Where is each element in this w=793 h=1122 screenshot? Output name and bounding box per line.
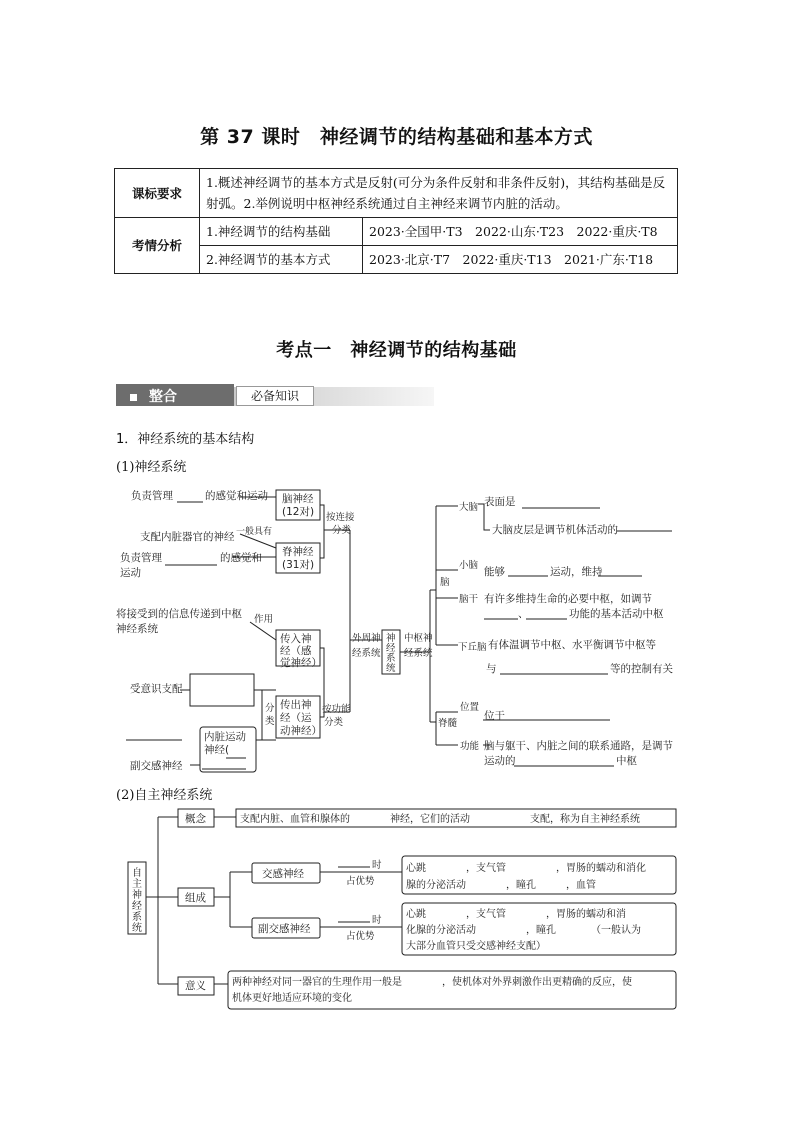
- d1-ji-shen: 脊神经: [282, 546, 314, 558]
- d1-l4b: 神经系统: [116, 623, 158, 635]
- heading-basic-structure: 1．神经系统的基本结构: [116, 432, 255, 447]
- req-text: 1.概述神经调节的基本方式是反射(可分为条件反射和非条件反射)，其结构基础是反射弧。2.举例说明中枢神经系统通过自主神经来调节内脏的活动。: [200, 169, 678, 218]
- d2-root-2: 主: [132, 879, 142, 890]
- d1-xiaonao-t2: 运动，维持: [550, 566, 603, 578]
- subheading-nervous-system: (1)神经系统: [116, 460, 187, 475]
- d2-yy-t1: 两种神经对同一器官的生理作用一般是 ，使机体对外界刺激作出更精确的反应，使: [232, 977, 632, 988]
- topic-2: 2.神经调节的基本方式: [200, 246, 363, 274]
- bar-tag: 必备知识: [236, 386, 314, 406]
- req-label: 课标要求: [115, 169, 200, 218]
- lesson-title: 第 37 课时 神经调节的结构基础和基本方式: [200, 126, 593, 148]
- bar-label: 整合: [149, 389, 177, 405]
- d1-out2: 经（运: [280, 712, 312, 724]
- d1-sj4: 统: [386, 663, 396, 674]
- d1-nao-shen: 脑神经: [282, 493, 314, 505]
- d1-naogan: 脑干: [459, 594, 479, 605]
- d1-jisui: 脊髓: [438, 718, 458, 729]
- d1-fen: 分: [265, 703, 275, 714]
- d1-func1: 按功能: [322, 704, 351, 715]
- d1-danao2: 大脑皮层是调节机体活动的: [492, 524, 618, 536]
- d1-l3b: 的感觉和: [220, 552, 262, 564]
- d2-root-3: 神: [132, 890, 142, 901]
- d1-xiaonao: 小脑: [459, 560, 479, 571]
- d2-root-4: 经: [132, 901, 142, 912]
- d1-out3: 动神经）: [280, 725, 322, 737]
- d2-root-1: 自: [132, 868, 142, 879]
- exams-1: 2023·全国甲·T3 2022·山东·T23 2022·重庆·T8: [363, 218, 678, 246]
- d2-root-5: 系: [132, 912, 142, 923]
- d1-xqn-t2: 与: [486, 663, 497, 675]
- d1-fujiao: 副交感神经: [130, 760, 183, 772]
- d1-nz1: 内脏运动: [204, 731, 246, 743]
- d1-l1a: 负责管理: [131, 490, 173, 502]
- d1-xqn: 下丘脑: [458, 642, 487, 653]
- d1-in2: 经（感: [280, 645, 312, 657]
- exams-2: 2023·北京·T7 2022·重庆·T13 2021·广东·T18: [363, 246, 678, 274]
- d2-jg-t1: 心跳 ，支气管 ，胃肠的蠕动和消化: [406, 863, 646, 874]
- d1-gn-t3: 中枢: [616, 755, 637, 767]
- d1-ji-shen2: (31对): [282, 559, 315, 571]
- d1-zs2: 经系统: [404, 648, 433, 659]
- d1-l4a: 将接受到的信息传递到中枢: [116, 608, 242, 620]
- d1-wz2: 经系统: [352, 648, 381, 659]
- section-title: 考点一 神经调节的结构基础: [276, 340, 517, 361]
- d2-gainian: 概念: [185, 813, 206, 825]
- d1-func2: 分类: [324, 717, 344, 728]
- d2-zhan1: 占优势: [346, 876, 375, 887]
- d1-wz1: 外周神: [352, 633, 381, 644]
- d1-l2a: 支配内脏器官的神经: [140, 531, 235, 543]
- d1-nao-shen2: (12对): [282, 506, 315, 518]
- d1-nao: 脑: [440, 577, 450, 588]
- d1-in1: 传入神: [280, 633, 312, 645]
- d2-fj-t2: 化腺的分泌活动 ，瞳孔 （一般认为: [406, 925, 641, 936]
- d2-shi2: 时: [372, 915, 382, 926]
- d1-conn2: 分类: [332, 525, 352, 536]
- subheading-autonomic: (2)自主神经系统: [116, 788, 213, 803]
- d1-xqn-t3: 等的控制有关: [610, 663, 673, 675]
- d2-root-6: 统: [132, 923, 142, 934]
- d1-naogan-t2: 、: [518, 608, 529, 620]
- d1-out1: 传出神: [280, 699, 312, 711]
- topic-1: 1.神经调节的结构基础: [200, 218, 363, 246]
- d1-l1b: 的感觉和运动: [205, 490, 268, 502]
- d1-xiaonao-t1: 能够: [484, 566, 505, 578]
- d2-fj-t3: 大部分血管只受交感神经支配）: [406, 941, 546, 952]
- d2-yy-t2: 机体更好地适应环境的变化: [232, 993, 352, 1004]
- d1-lei: 类: [265, 716, 275, 727]
- d1-l3a: 负责管理: [120, 552, 162, 564]
- d1-gn-t1: 脑与躯干、内脏之间的联系通路，是调节: [484, 740, 673, 752]
- d2-fj-t1: 心跳 ，支气管 ，胃肠的蠕动和消: [406, 909, 626, 920]
- d1-suiyi: 受意识支配: [130, 683, 183, 695]
- d1-zs1: 中枢神: [404, 633, 433, 644]
- d1-sj1: 神: [386, 633, 396, 644]
- d1-gongneng: 功能: [460, 741, 480, 752]
- d1-sj2: 经: [386, 643, 396, 654]
- d1-sj3: 系: [386, 653, 396, 664]
- d1-naogan-t1: 有许多维持生命的必要中枢，如调节: [484, 593, 652, 605]
- d2-fujiaogan: 副交感神经: [258, 923, 311, 935]
- analysis-label: 考情分析: [115, 218, 200, 274]
- d1-nz2: 神经(: [204, 744, 230, 756]
- d1-l2b: 一般具有: [236, 527, 273, 537]
- d2-jg-t2: 腺的分泌活动 ，瞳孔 ，血管: [406, 880, 636, 891]
- d2-yiyi: 意义: [185, 980, 206, 992]
- d1-gn-t2: 运动的: [484, 755, 516, 767]
- d1-conn1: 按连接: [326, 512, 355, 523]
- d1-danao: 大脑: [459, 502, 479, 513]
- d1-in3: 觉神经）: [280, 657, 322, 669]
- d2-zucheng: 组成: [185, 892, 206, 904]
- d1-danao1: 表面是: [484, 496, 516, 508]
- d2-gainian-t: 支配内脏、血管和腺体的 神经，它们的活动 支配，称为自主神经系统: [240, 814, 640, 825]
- d1-xqn-t1: 有体温调节中枢、水平衡调节中枢等: [488, 639, 656, 651]
- d1-zuoyong: 作用: [254, 614, 274, 625]
- d1-weizhi-t: 位于: [484, 710, 505, 722]
- d1-weizhi: 位置: [460, 702, 480, 713]
- d2-zhan2: 占优势: [346, 931, 375, 942]
- d1-l3c: 运动: [120, 567, 141, 579]
- d1-naogan-t3: 功能的基本活动中枢: [569, 608, 664, 620]
- d2-jiaogan: 交感神经: [262, 868, 304, 880]
- d2-shi1: 时: [372, 860, 382, 871]
